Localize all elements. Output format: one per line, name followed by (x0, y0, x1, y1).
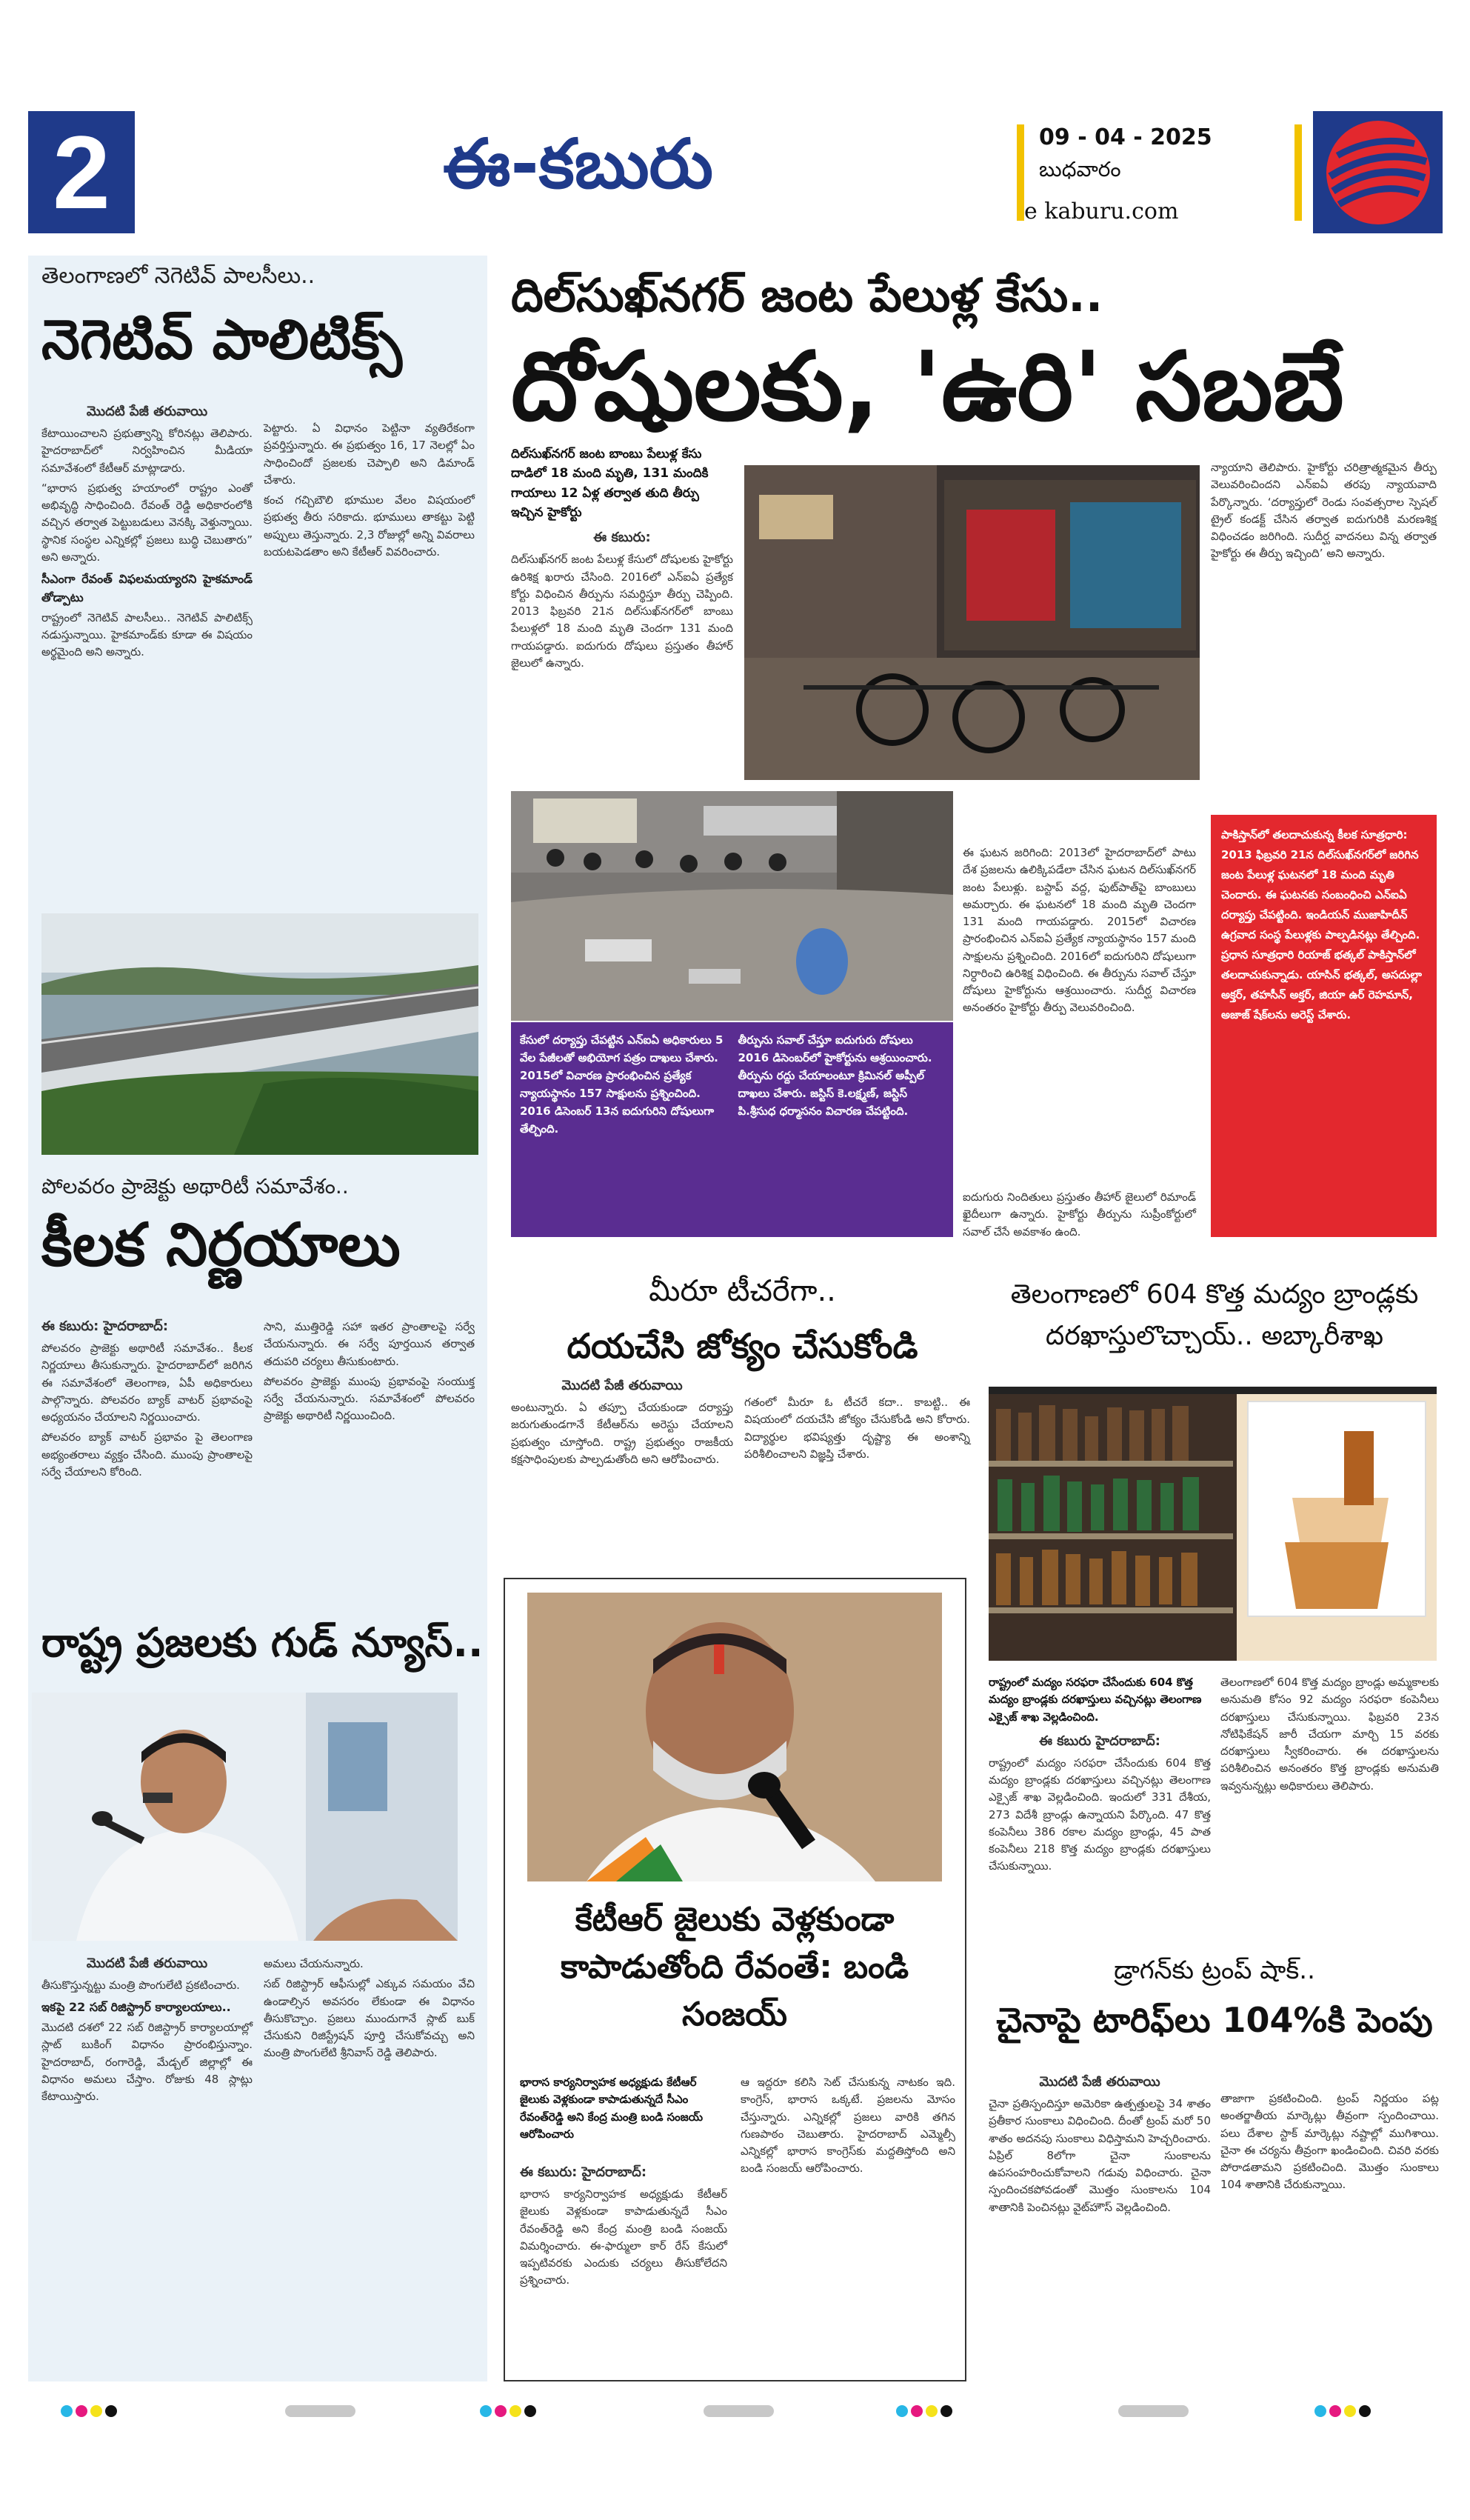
paragraph: చైనా ప్రతిస్పందిస్తూ అమెరికా ఉత్పత్తులపై 34 శాతం ప్రతీకార సుంకాలు విధించింది. దీంతో ట్రంప్ మరో 50 శాతం అదనపు సుంకాలు విధిస్తామని హెచ్చరించారు. ఏప్రిల్ 8లోగా చైనా సుంకాలను ఉపసంహరించుకోవాలని గడువు విధించారు. చైనా స్పందించకపోవడంతో మొత్తం సుంకాలను 104 శాతానికి పెంచినట్లు వైట్‌హౌస్ వెల్లడించింది. (989, 2097, 1211, 2214)
story-kicker: మీరూ టీచరేగా.. (649, 1274, 836, 1308)
story-kicker: పోలవరం ప్రాజెక్టు అథారిటీ సమావేశం.. (41, 1174, 349, 1199)
story-bandi-sanjay-box (504, 1578, 966, 2381)
color-registration-marks (1314, 2404, 1374, 2419)
magenta-swatch-icon (911, 2405, 923, 2417)
byline: ఈ కబురు హైదరాబాద్: (1039, 1733, 1160, 1749)
paragraph: కంచ గచ్చిబౌలి భూముల వేలం విషయంలో ప్రభుత్వ తీరు సరికాదు. భూములు తాకట్టు పెట్టి అప్పులు తెస్తున్నారు. 2,3 రోజుల్లో అన్ని వివరాలు బయటపెడతాం అని కేటీఆర్ వివరించారు. (264, 493, 475, 559)
lead-col-mid (963, 844, 1196, 1017)
story-china (985, 1956, 1444, 2049)
paragraph: పోలవరం ప్రాజెక్టు అథారిటీ సమావేశం.. కీలక నిర్ణయాలు తీసుకున్నారు. హైదరాబాద్‌లో జరిగిన ఈ సమావేశంలో తెలంగాణ, ఏపీ అధికారులు పాల్గొన్నారు. పోలవరం బ్యాక్ వాటర్ ప్రభావంపై అధ్యయనం చేయాలని నిర్ణయించారు. (41, 1341, 253, 1424)
liquor-shelf-photo (989, 1387, 1437, 1661)
subhead: సీఎంగా రేవంత్ విఫలమయ్యారని హైకమాండ్ తోడ్పాటు (41, 572, 253, 604)
byline: ఈ కబురు: హైదరాబాద్: (520, 2164, 647, 2180)
sidebar-text: కేసులో దర్యాప్తు చేపట్టిన ఎన్ఐఏ అధికారులు 5 వేల పేజీలతో అభియోగ పత్రం దాఖలు చేశారు. 2015లో విచారణ ప్రారంభించిన ప్రత్యేక న్యాయస్థానం 157 సాక్షులను ప్రశ్నించింది. 2016 డిసెంబర్ 13న ఐదుగురిని దోషులుగా తేల్చింది. (520, 1033, 724, 1136)
cyan-swatch-icon (896, 2405, 908, 2417)
masthead (28, 111, 1443, 233)
site-url[interactable]: e kaburu.com (1024, 199, 1179, 224)
paragraph: గతంలో మీరూ ఓ టీచరే కదా.. కాబట్టి.. ఈ విషయంలో దయచేసి జోక్యం చేసుకోండి అని కోరారు. విద్యార్థుల భవిష్యత్తు దృష్ట్యా ఈ అంశాన్ని పరిశీలించాలని విజ్ఞప్తి చేశారు. (744, 1396, 970, 1461)
paragraph: తాజాగా ప్రకటించింది. ట్రంప్ నిర్ణయం పట్ల అంతర్జాతీయ మార్కెట్లు తీవ్రంగా స్పందించాయి. పలు దేశాల స్టాక్ మార్కెట్లు నష్టాల్లో ముగిశాయి. చైనా ఈ చర్యను తీవ్రంగా ఖండించింది. చివరి వరకు పోరాడతామని ప్రకటించింది. మొత్తం సుంకాలు 104 శాతానికి చేరుకున్నాయి. (1220, 2092, 1439, 2192)
paragraph: అమలు చేయనున్నారు. (264, 1957, 364, 1970)
story-liquor-headline[interactable]: తెలంగాణలో 604 కొత్త మద్యం బ్రాండ్లకు దరఖాస్తులొచ్చాయ్.. అబ్కారీశాఖ (1010, 1279, 1419, 1351)
magenta-swatch-icon (495, 2405, 507, 2417)
paragraph: సాని, ముత్తిరెడ్డి సహా ఇతర ప్రాంతాలపై సర్వే చేయనున్నారు. ఈ సర్వే పూర్తయిన తర్వాత తదుపరి చర్యలు తీసుకుంటారు. (264, 1320, 475, 1368)
story-kicker: తెలంగాణలో నెగెటివ్ పాలసీలు.. (41, 263, 315, 289)
china-col1 (989, 2074, 1211, 2216)
liquor-col2 (1220, 1674, 1439, 1795)
brand-title: ఈ-కబురు (443, 124, 713, 204)
paragraph: మొదటి దశలో 22 సబ్ రిజిస్ట్రార్ కార్యాలయాల్లో స్లాట్ బుకింగ్ విధానం ప్రారంభిస్తున్నాం. హైదరాబాద్, రంగారెడ్డి, మేడ్చల్ జిల్లాల్లో ఈ విధానం అమలు చేస్తాం. రోజుకు 48 స్లాట్లు కేటాయిస్తారు. (41, 2021, 253, 2104)
cyan-swatch-icon (480, 2405, 492, 2417)
paragraph: న్యాయాని తెలిపారు. హైకోర్టు చరిత్రాత్మకమైన తీర్పు వెలువరించిందని ఎన్ఐఏ తరపు న్యాయవాది పేర్కొన్నారు. ‘దర్యాప్తులో రెండు సంవత్సరాల స్పెషల్ ట్రైల్ కండక్ట్ చేసిన తర్వాత ఐదుగురికి మరణశిక్ష విధించడం జరిగింది. సుదీర్ఘ వాదనలు విన్న తర్వాత హైకోర్టు ఈ తీర్పు ఇచ్చింది’ అని అన్నారు. (1211, 461, 1437, 561)
polavaram-dam-photo (41, 913, 478, 1155)
byline: మొదటి పేజీ తరువాయి (86, 1956, 208, 1971)
lead-summary: దిల్‌సుఖ్‌నగర్ జంట బాంబు పేలుళ్ల కేసు దాడిలో 18 మంది మృతి, 131 మందికి గాయాలు 12 ఏళ్ల తర్వాత తుది తీర్పు ఇచ్చిన హైకోర్టు (511, 447, 709, 521)
paragraph: ఈ ఘటన జరిగింది: 2013లో హైదరాబాద్‌లో పాటు దేశ ప్రజలను ఉలిక్కిపడేలా చేసిన ఘటన దిల్‌సుఖ్‌నగర్ జంట పేలుళ్లు. బస్టాప్ వద్ద, ఫుట్‌పాత్‌పై బాంబులు అమర్చారు. ఈ ఘటనలో 18 మంది మృతి చెందగా 131 మంది గాయపడ్డారు. 2015లో విచారణ ప్రారంభించిన ఎన్ఐఏ ప్రత్యేక న్యాయస్థానం 157 మంది సాక్షులను ప్రశ్నించింది. 2016లో ఐదుగురిని దోషులుగా నిర్ధారించి ఉరిశిక్ష విధించింది. ఈ తీర్పును సవాల్ చేస్తూ దోషులు హైకోర్టును ఆశ్రయించారు. సుదీర్ఘ విచారణ అనంతరం హైకోర్టు తీర్పు వెలువరించింది. (963, 846, 1196, 1015)
cyan-swatch-icon (1314, 2405, 1326, 2417)
byline: మొదటి పేజీ తరువాయి (1039, 2074, 1160, 2090)
story-summary: భారాస కార్యనిర్వాహక అధ్యక్షుడు కేటీఆర్ జైలుకు వెళ్లకుండా కాపాడుతున్నదే సీఎం రేవంత్‌రెడ్డి అని కేంద్ర మంత్రి బండి సంజయ్ ఆరోపించారు (520, 2076, 704, 2141)
byline: ఈ కబురు: (593, 530, 651, 546)
black-swatch-icon (941, 2405, 952, 2417)
paragraph: కేటాయించాలని ప్రభుత్వాన్ని కోరినట్లు తెలిపారు. హైదరాబాద్‌లో నిర్వహించిన మీడియా సమావేశంలో కేటీఆర్ మాట్లాడారు. (41, 427, 253, 475)
story-polavaram (41, 1174, 478, 1279)
story1-col2 (264, 420, 475, 564)
paragraph: తీసుకొస్తున్నట్టు మంత్రి పొంగులేటి ప్రకటించారు. (41, 1979, 240, 1992)
divider-left (1017, 124, 1024, 221)
story2-col1 (41, 1319, 253, 1484)
yellow-swatch-icon (510, 2405, 521, 2417)
brand-logo (139, 111, 1017, 233)
paragraph: సబ్ రిజిస్ట్రార్ ఆఫీసుల్లో ఎక్కువ సమయం వేచి ఉండాల్సిన అవసరం లేకుండా ఈ విధానం తీసుకొచ్చాం. ప్రజలు ముందుగానే స్లాట్ బుక్ చేసుకుని రిజిస్ట్రేషన్ పూర్తి చేసుకోవచ్చు అని మంత్రి పొంగులేటి శ్రీనివాస్ రెడ్డి తెలిపారు. (264, 1977, 475, 2060)
sidebar-text: తీర్పును సవాల్ చేస్తూ ఐదుగురు దోషులు 2016 డిసెంబర్‌లో హైకోర్టును ఆశ్రయించారు. తీర్పును రద్దు చేయాలంటూ క్రిమినల్ అప్పీల్ దాఖలు చేశారు. జస్టిస్ కె.లక్ష్మణ్, జస్టిస్ పి.శ్రీసుధ ధర్మాసనం విచారణ చేపట్టింది. (738, 1033, 932, 1118)
magenta-swatch-icon (1329, 2405, 1341, 2417)
divider-right (1294, 124, 1302, 221)
lead-kicker: దిల్‌సుఖ్‌నగర్ జంట పేలుళ్ల కేసు.. (511, 268, 1103, 322)
lead-col1 (511, 444, 733, 672)
paragraph: ఆ ఇద్దరూ కలిసి సెట్ చేసుకున్న నాటకం ఇది. కాంగ్రెస్, భారాస ఒక్కటే. ప్రజలను మోసం చేస్తున్నారు. ఎన్నికల్లో ప్రజలు వారికి తగిన గుణపాఠం చెబుతారు. హైదరాబాద్ ఎమ్మెల్సీ ఎన్నికల్లో భారాస కాంగ్రెస్‌కు మద్దతిస్తోంది అని బండి సంజయ్ ఆరోపించారు. (741, 2076, 955, 2176)
story2-col2 (264, 1319, 475, 1428)
lead-sidebar-red (1211, 815, 1437, 1237)
paragraph: అంటున్నారు. ఏ తప్పూ చేయకుండా దర్యాప్తు జరుగుతుండగానే కేటీఆర్‌ను అరెస్టు చేయాలని ప్రభుత్వం చూస్తోంది. రాష్ట్ర ప్రభుత్వం రాజకీయ కక్షసాధింపులకు పాల్పడుతోంది అని ఆరోపించారు. (511, 1401, 733, 1466)
yellow-swatch-icon (1344, 2405, 1356, 2417)
bandi-col1 (520, 2164, 727, 2290)
black-swatch-icon (524, 2405, 536, 2417)
paragraph: ఐదుగురు నిందితులు ప్రస్తుతం తీహార్ జైలులో రిమాండ్ ఖైదీలుగా ఉన్నారు. హైకోర్టు తీర్పును సుప్రీంకోర్టులో సవాల్ చేసే అవకాశం ఉంది. (963, 1190, 1196, 1239)
sidebar-text: పాకిస్తాన్‌లో తలదాచుకున్న కీలక సూత్రధారి: 2013 ఫిబ్రవరి 21న దిల్‌సుఖ్‌నగర్‌లో జరిగిన జంట పేలుళ్ల ఘటనలో 18 మంది మృతి చెందారు. ఈ ఘటనకు సంబంధించి ఎన్ఐఏ దర్యాప్తు చేపట్టింది. ఇండియన్ ముజాహిదీన్ ఉగ్రవాద సంస్థ పేలుళ్లకు పాల్పడినట్లు తేల్చింది. ప్రధాన సూత్రధారి రియాజ్ భత్కల్ పాకిస్తాన్‌లో తలదాచుకున్నాడు. యాసిన్ భత్కల్, అసదుల్లా అక్తర్, తహసీన్ అక్తర్, జియా ఉర్ రెహమాన్, అజాజ్ షేక్‌లను అరెస్ట్ చేశారు. (1221, 828, 1423, 1021)
paragraph: దిల్‌సుఖ్‌నగర్ జంట పేలుళ్ల కేసులో దోషులకు హైకోర్టు ఉరిశిక్ష ఖరారు చేసింది. 2016లో ఎన్ఐఏ ప్రత్యేక కోర్టు విధించిన తీర్పును సమర్థిస్తూ తీర్పు చెప్పింది. 2013 ఫిబ్రవరి 21న దిల్‌సుఖ్‌నగర్‌లో బాంబు పేలుళ్లలో 18 మంది మృతి చెందగా 131 మంది గాయపడ్డారు. ఐదుగురు దోషులు ప్రస్తుతం తీహార్ జైలులో ఉన్నారు. (511, 553, 733, 670)
byline: మొదటి పేజీ తరువాయి (561, 1378, 683, 1393)
china-col2 (1220, 2090, 1439, 2194)
story-headline[interactable]: రాష్ట్ర ప్రజలకు గుడ్ న్యూస్.. (41, 1619, 484, 1666)
page-number: 2 (28, 111, 139, 233)
story-headline[interactable]: కీలక నిర్ణయాలు (41, 1210, 401, 1279)
issue-day: బుధవారం (1039, 157, 1121, 181)
story-kicker: డ్రాగన్‌కు ట్రంప్ షాక్.. (1114, 1956, 1315, 1985)
lead-headline[interactable]: దోషులకు, 'ఉరి' సబబే (511, 332, 1344, 442)
lead-col-right (1211, 459, 1437, 563)
cyan-swatch-icon (61, 2405, 73, 2417)
teacher-col1 (511, 1378, 733, 1468)
black-swatch-icon (105, 2405, 117, 2417)
byline: మొదటి పేజీ తరువాయి (86, 404, 208, 419)
story-negative-politics (41, 263, 478, 370)
story-headline[interactable]: కేటీఆర్ జైలుకు వెళ్లకుండా కాపాడుతోంది రేవంతే: బండి సంజయ్ (560, 1901, 909, 2033)
yellow-swatch-icon (926, 2405, 938, 2417)
grey-bar (285, 2404, 355, 2419)
globe-logo-icon (1313, 111, 1443, 233)
black-swatch-icon (1359, 2405, 1371, 2417)
story-teacher (511, 1274, 974, 1375)
left-column (28, 256, 487, 2381)
grey-bar (704, 2404, 774, 2419)
paragraph: పోలవరం బ్యాక్ వాటర్ ప్రభావం పై తెలంగాణ అభ్యంతరాలు వ్యక్తం చేసింది. ముంపు ప్రాంతాలపై సర్వే చేయాలని కోరింది. (41, 1430, 253, 1479)
paragraph: తెలంగాణలో 604 కొత్త మద్యం బ్రాండ్లు అమ్మకాలకు అనుమతి కోసం 92 మద్యం సరఫరా కంపెనీలు దరఖాస్తులు చేసుకున్నాయి. ఫిబ్రవరి 23న నోటిఫికేషన్ జారీ చేయగా మార్చి 15 వరకు దరఖాస్తులు స్వీకరించారు. ఈ దరఖాస్తులను పరిశీలించిన అనంతరం కొత్త బ్రాండ్లకు అనుమతి ఇవ్వనున్నట్లు అధికారులు తెలిపారు. (1220, 1676, 1439, 1793)
minister-photo (32, 1693, 458, 1941)
paragraph: రాష్ట్రంలో మద్యం సరఫరా చేసేందుకు 604 కొత్త మద్యం బ్రాండ్లకు దరఖాస్తులు వచ్చినట్లు తెలంగాణ ఎక్సైజ్ శాఖ వెల్లడించింది. ఇందులో 331 దేశీయ, 273 విదేశీ బ్రాండ్లు ఉన్నాయని పేర్కొంది. 47 కొత్త కంపెనీలు 386 రకాల మద్యం బ్రాండ్లు, 45 పాత కంపెనీలు 218 కొత్త మద్యం బ్రాండ్లకు దరఖాస్తులు చేసుకున్నాయి. (989, 1756, 1211, 1873)
story-good-news (41, 1619, 486, 1666)
color-registration-marks (61, 2404, 120, 2419)
byline: ఈ కబురు: హైదరాబాద్: (41, 1319, 169, 1334)
paragraph: “భారాస ప్రభుత్వ హయాంలో రాష్ట్రం ఎంతో అభివృద్ధి సాధించింది. రేవంత్ రెడ్డి అధికారంలోకి వచ్చిన తర్వాత పెట్టుబడులు వెనక్కి వెళ్తున్నాయి. స్థానిక సంస్థల ఎన్నికల్లో ప్రజలు బుద్ధి చెబుతారు” అని అన్నారు. (41, 481, 253, 564)
story-headline[interactable]: నెగెటివ్ పాలిటిక్స్ (41, 308, 402, 372)
paragraph: రాష్ట్రంలో నెగెటివ్ పాలసీలు.. నెగెటివ్ పాలిటిక్స్ నడుస్తున్నాయి. హైకమాండ్‌కు కూడా ఈ విషయం అర్థమైంది అని అన్నారు. (41, 610, 253, 659)
paragraph: భారాస కార్యనిర్వాహక అధ్యక్షుడు కేటీఆర్ జైలుకు వెళ్లకుండా కాపాడుతున్నదే సీఎం రేవంత్‌రెడ్డి అని కేంద్ర మంత్రి బండి సంజయ్ విమర్శించారు. ఈ-ఫార్ములా కార్ రేస్ కేసులో ఇప్పటివరకు ఎందుకు చర్యలు తీసుకోలేదని ప్రశ్నించారు. (520, 2187, 727, 2287)
blast-aftermath-photo (511, 791, 953, 1021)
story3-col1 (41, 1956, 253, 2108)
subhead: ఇకపై 22 సబ్ రిజిస్ట్రార్ కార్యాలయాలు.. (41, 2000, 231, 2015)
teacher-col2 (744, 1394, 970, 1463)
magenta-swatch-icon (76, 2405, 87, 2417)
color-registration-marks (480, 2404, 539, 2419)
lead-story (511, 268, 1444, 442)
story-headline[interactable]: చైనాపై టారిఫ్‌లు 104%కి పెంపు (996, 2000, 1433, 2040)
date-block (1017, 111, 1313, 233)
grey-bar (1118, 2404, 1189, 2419)
lead-col-mid2 (963, 1189, 1196, 1241)
photo-caption: రాష్ట్రంలో మద్యం సరఫరా చేసేందుకు 604 కొత్త మద్యం బ్రాండ్లకు దరఖాస్తులు వచ్చినట్లు తెలంగాణ ఎక్సైజ్ శాఖ వెల్లడించింది. (989, 1676, 1202, 1724)
blast-site-photo (744, 465, 1200, 780)
liquor-col1 (989, 1674, 1211, 1876)
story-headline[interactable]: దయచేసి జోక్యం చేసుకోండి (567, 1326, 918, 1366)
paragraph: పోలవరం ప్రాజెక్టు ముంపు ప్రభావంపై సంయుక్త సర్వే చేయనున్నారు. సమావేశంలో పోలవరం ప్రాజెక్టు అథారిటీ నిర్ణయించింది. (264, 1374, 475, 1423)
bandi-sanjay-photo (527, 1593, 942, 1881)
bandi-col2 (741, 2074, 955, 2178)
story1-col1 (41, 404, 253, 664)
lead-sidebar-purple (511, 1022, 953, 1237)
yellow-swatch-icon (90, 2405, 102, 2417)
color-registration-marks (896, 2404, 955, 2419)
issue-date: 09 - 04 - 2025 (1039, 124, 1212, 150)
paragraph: పెట్టారు. ఏ విధానం పెట్టినా వ్యతిరేకంగా ప్రవర్తిస్తున్నారు. ఈ ప్రభుత్వం 16, 17 నెలల్లో ఏం సాధించిందో ప్రజలకు చెప్పాలి అని డిమాండ్ చేశారు. (264, 421, 475, 487)
story3-col2 (264, 1956, 475, 2065)
